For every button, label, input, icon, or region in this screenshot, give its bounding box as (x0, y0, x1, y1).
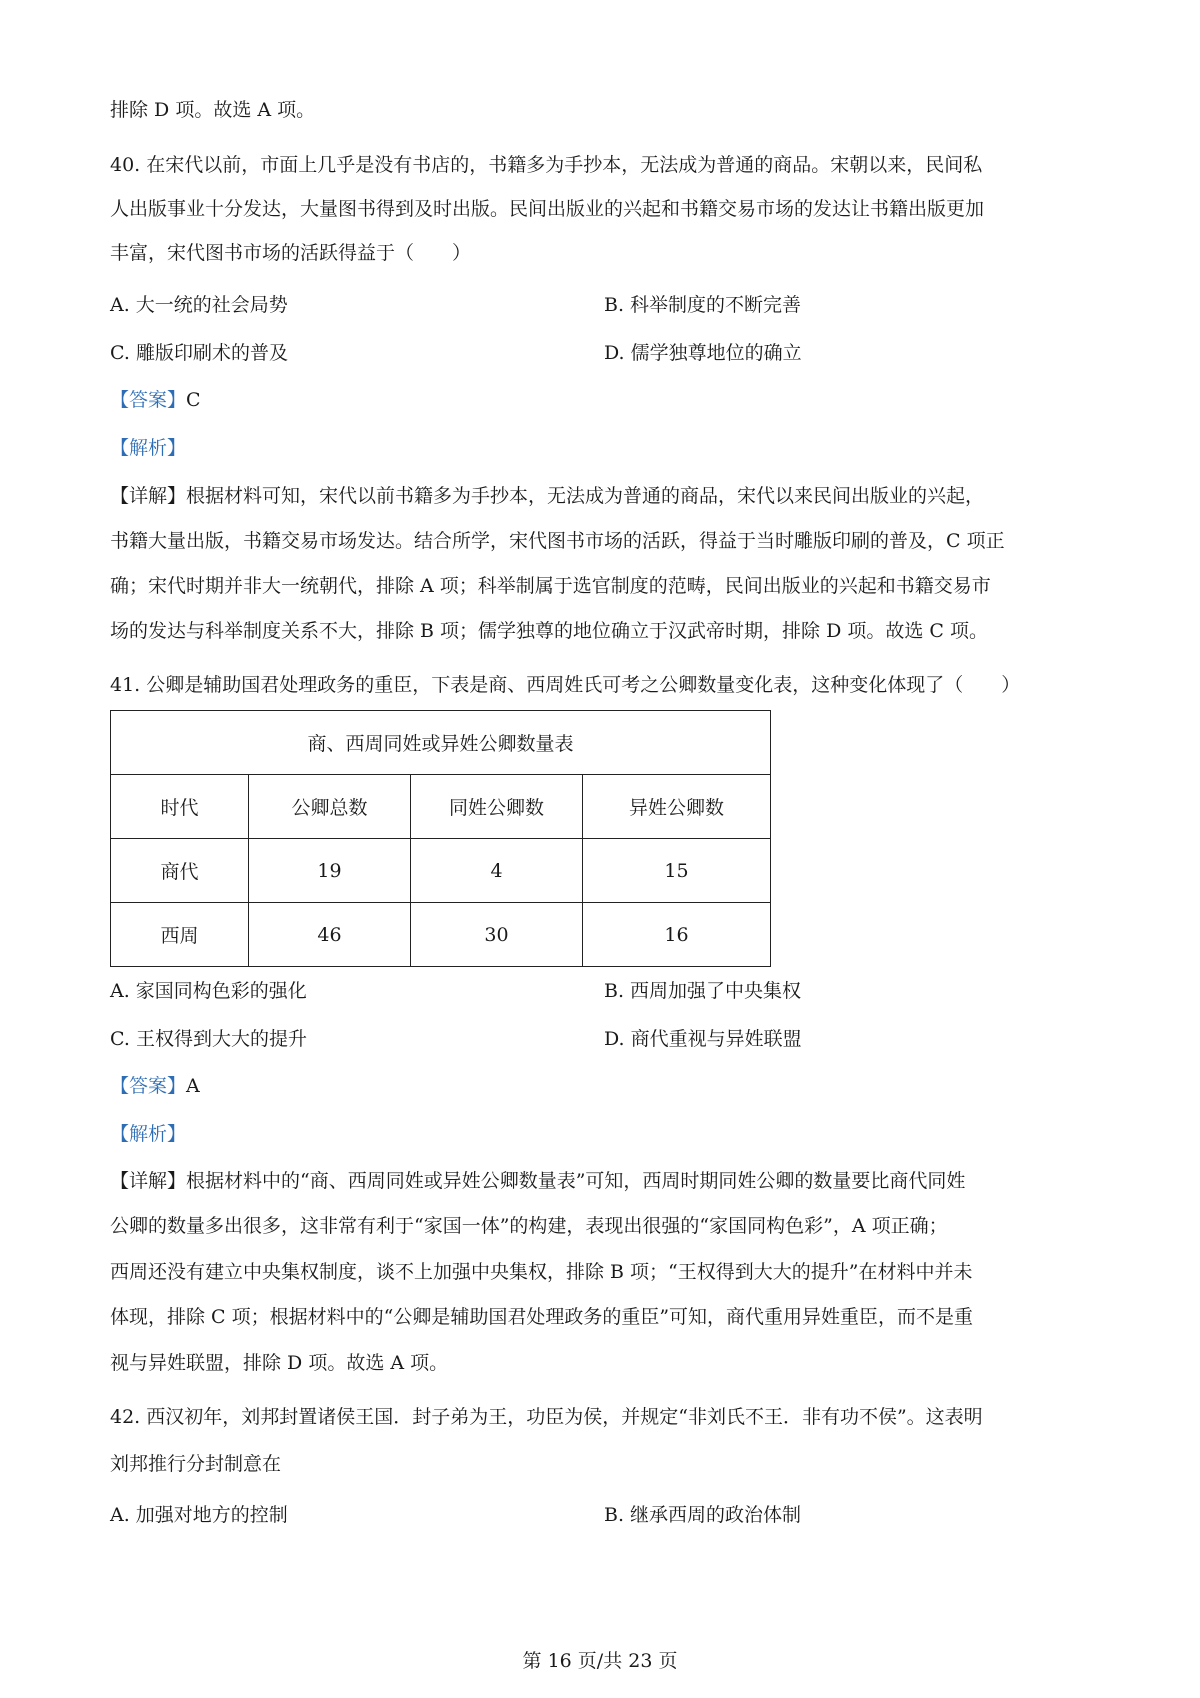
q42-option-a: A. 加强对地方的控制 (110, 1504, 288, 1526)
q42-stem-line-2: 刘邦推行分封制意在 (110, 1453, 282, 1475)
q42-option-b: B. 继承西周的政治体制 (604, 1504, 802, 1526)
table-cell: 46 (249, 903, 411, 967)
q40-detail-line-1: 【详解】根据材料可知，宋代以前书籍多为手抄本，无法成为普通的商品，宋代以来民间出版业的兴起， (110, 485, 985, 507)
q40-detail-line-4: 场的发达与科举制度关系不大，排除 B 项；儒学独尊的地位确立于汉武帝时期，排除 D 项。故选 C 项。 (110, 620, 988, 642)
q41-detail-line-1: 【详解】根据材料中的“商、西周同姓或异姓公卿数量表”可知，西周时期同姓公卿的数量要比商代同姓 (110, 1170, 966, 1192)
table-cell: 西周 (111, 903, 249, 967)
q40-stem-line-2: 人出版事业十分发达，大量图书得到及时出版。民间出版业的兴起和书籍交易市场的发达让书籍出版更加 (110, 198, 985, 220)
q41-detail-line-2: 公卿的数量多出很多，这非常有利于“家国一体”的构建，表现出很强的“家国同构色彩”，A 项正确； (110, 1215, 948, 1237)
page-footer: 第 16 页/共 23 页 (522, 1650, 678, 1672)
q40-answer-tag: 【答案】 (110, 389, 187, 411)
q41-detail-line-3: 西周还没有建立中央集权制度，谈不上加强中央集权，排除 B 项；“王权得到大大的提升”在材料中并未 (110, 1261, 973, 1283)
table-header-cell: 异姓公卿数 (583, 775, 771, 839)
q40-option-c: C. 雕版印刷术的普及 (110, 342, 288, 364)
table-cell: 商代 (111, 839, 249, 903)
table-cell: 4 (411, 839, 583, 903)
q40-answer (110, 387, 1100, 413)
q40-stem-line-1: 40. 在宋代以前，市面上几乎是没有书店的，书籍多为手抄本，无法成为普通的商品。宋朝以来，民间私 (110, 154, 983, 176)
q41-detail-line-4: 体现，排除 C 项；根据材料中的“公卿是辅助国君处理政务的重臣”可知，商代重用异姓重臣，而不是重 (110, 1306, 974, 1328)
q40-option-a: A. 大一统的社会局势 (110, 294, 288, 316)
table-header-cell: 公卿总数 (249, 775, 411, 839)
table-header-cell: 时代 (111, 775, 249, 839)
q41-option-b: B. 西周加强了中央集权 (604, 980, 802, 1002)
table-cell: 15 (583, 839, 771, 903)
q40-analysis-tag: 【解析】 (110, 437, 187, 459)
table-header-cell: 同姓公卿数 (411, 775, 583, 839)
q40-option-d: D. 儒学独尊地位的确立 (604, 342, 802, 364)
q41-stem: 41. 公卿是辅助国君处理政务的重臣，下表是商、西周姓氏可考之公卿数量变化表，这种变化体现了（ ） (110, 674, 1021, 696)
officials-table (110, 710, 771, 967)
q40-detail-line-2: 书籍大量出版，书籍交易市场发达。结合所学，宋代图书市场的活跃，得益于当时雕版印刷的普及，C 项正 (110, 530, 1005, 552)
table-cell: 30 (411, 903, 583, 967)
q40-stem-line-3: 丰富，宋代图书市场的活跃得益于（ ） (110, 242, 472, 264)
q41-detail-line-5: 视与异姓联盟，排除 D 项。故选 A 项。 (110, 1352, 449, 1374)
q41-answer (110, 1073, 1100, 1099)
q42-stem-line-1: 42. 西汉初年，刘邦封置诸侯王国．封子弟为王，功臣为侯，并规定“非刘氏不王．非有功不侯”。这表明 (110, 1406, 983, 1428)
q41-answer-value: A (186, 1075, 200, 1097)
q41-answer-tag: 【答案】 (110, 1075, 187, 1097)
table-cell: 16 (583, 903, 771, 967)
q40-answer-value: C (186, 389, 201, 411)
table-title: 商、西周同姓或异姓公卿数量表 (111, 711, 771, 775)
q41-option-d: D. 商代重视与异姓联盟 (604, 1028, 802, 1050)
q40-option-b: B. 科举制度的不断完善 (604, 294, 802, 316)
q40-detail-line-3: 确；宋代时期并非大一统朝代，排除 A 项；科举制属于选官制度的范畴，民间出版业的兴起和书籍交易市 (110, 575, 991, 597)
intro-line: 排除 D 项。故选 A 项。 (110, 99, 316, 121)
q41-option-a: A. 家国同构色彩的强化 (110, 980, 307, 1002)
table-cell: 19 (249, 839, 411, 903)
q41-analysis-tag: 【解析】 (110, 1123, 187, 1145)
table-header-row (111, 775, 771, 839)
table-row (111, 839, 771, 903)
table-row (111, 903, 771, 967)
q41-option-c: C. 王权得到大大的提升 (110, 1028, 307, 1050)
